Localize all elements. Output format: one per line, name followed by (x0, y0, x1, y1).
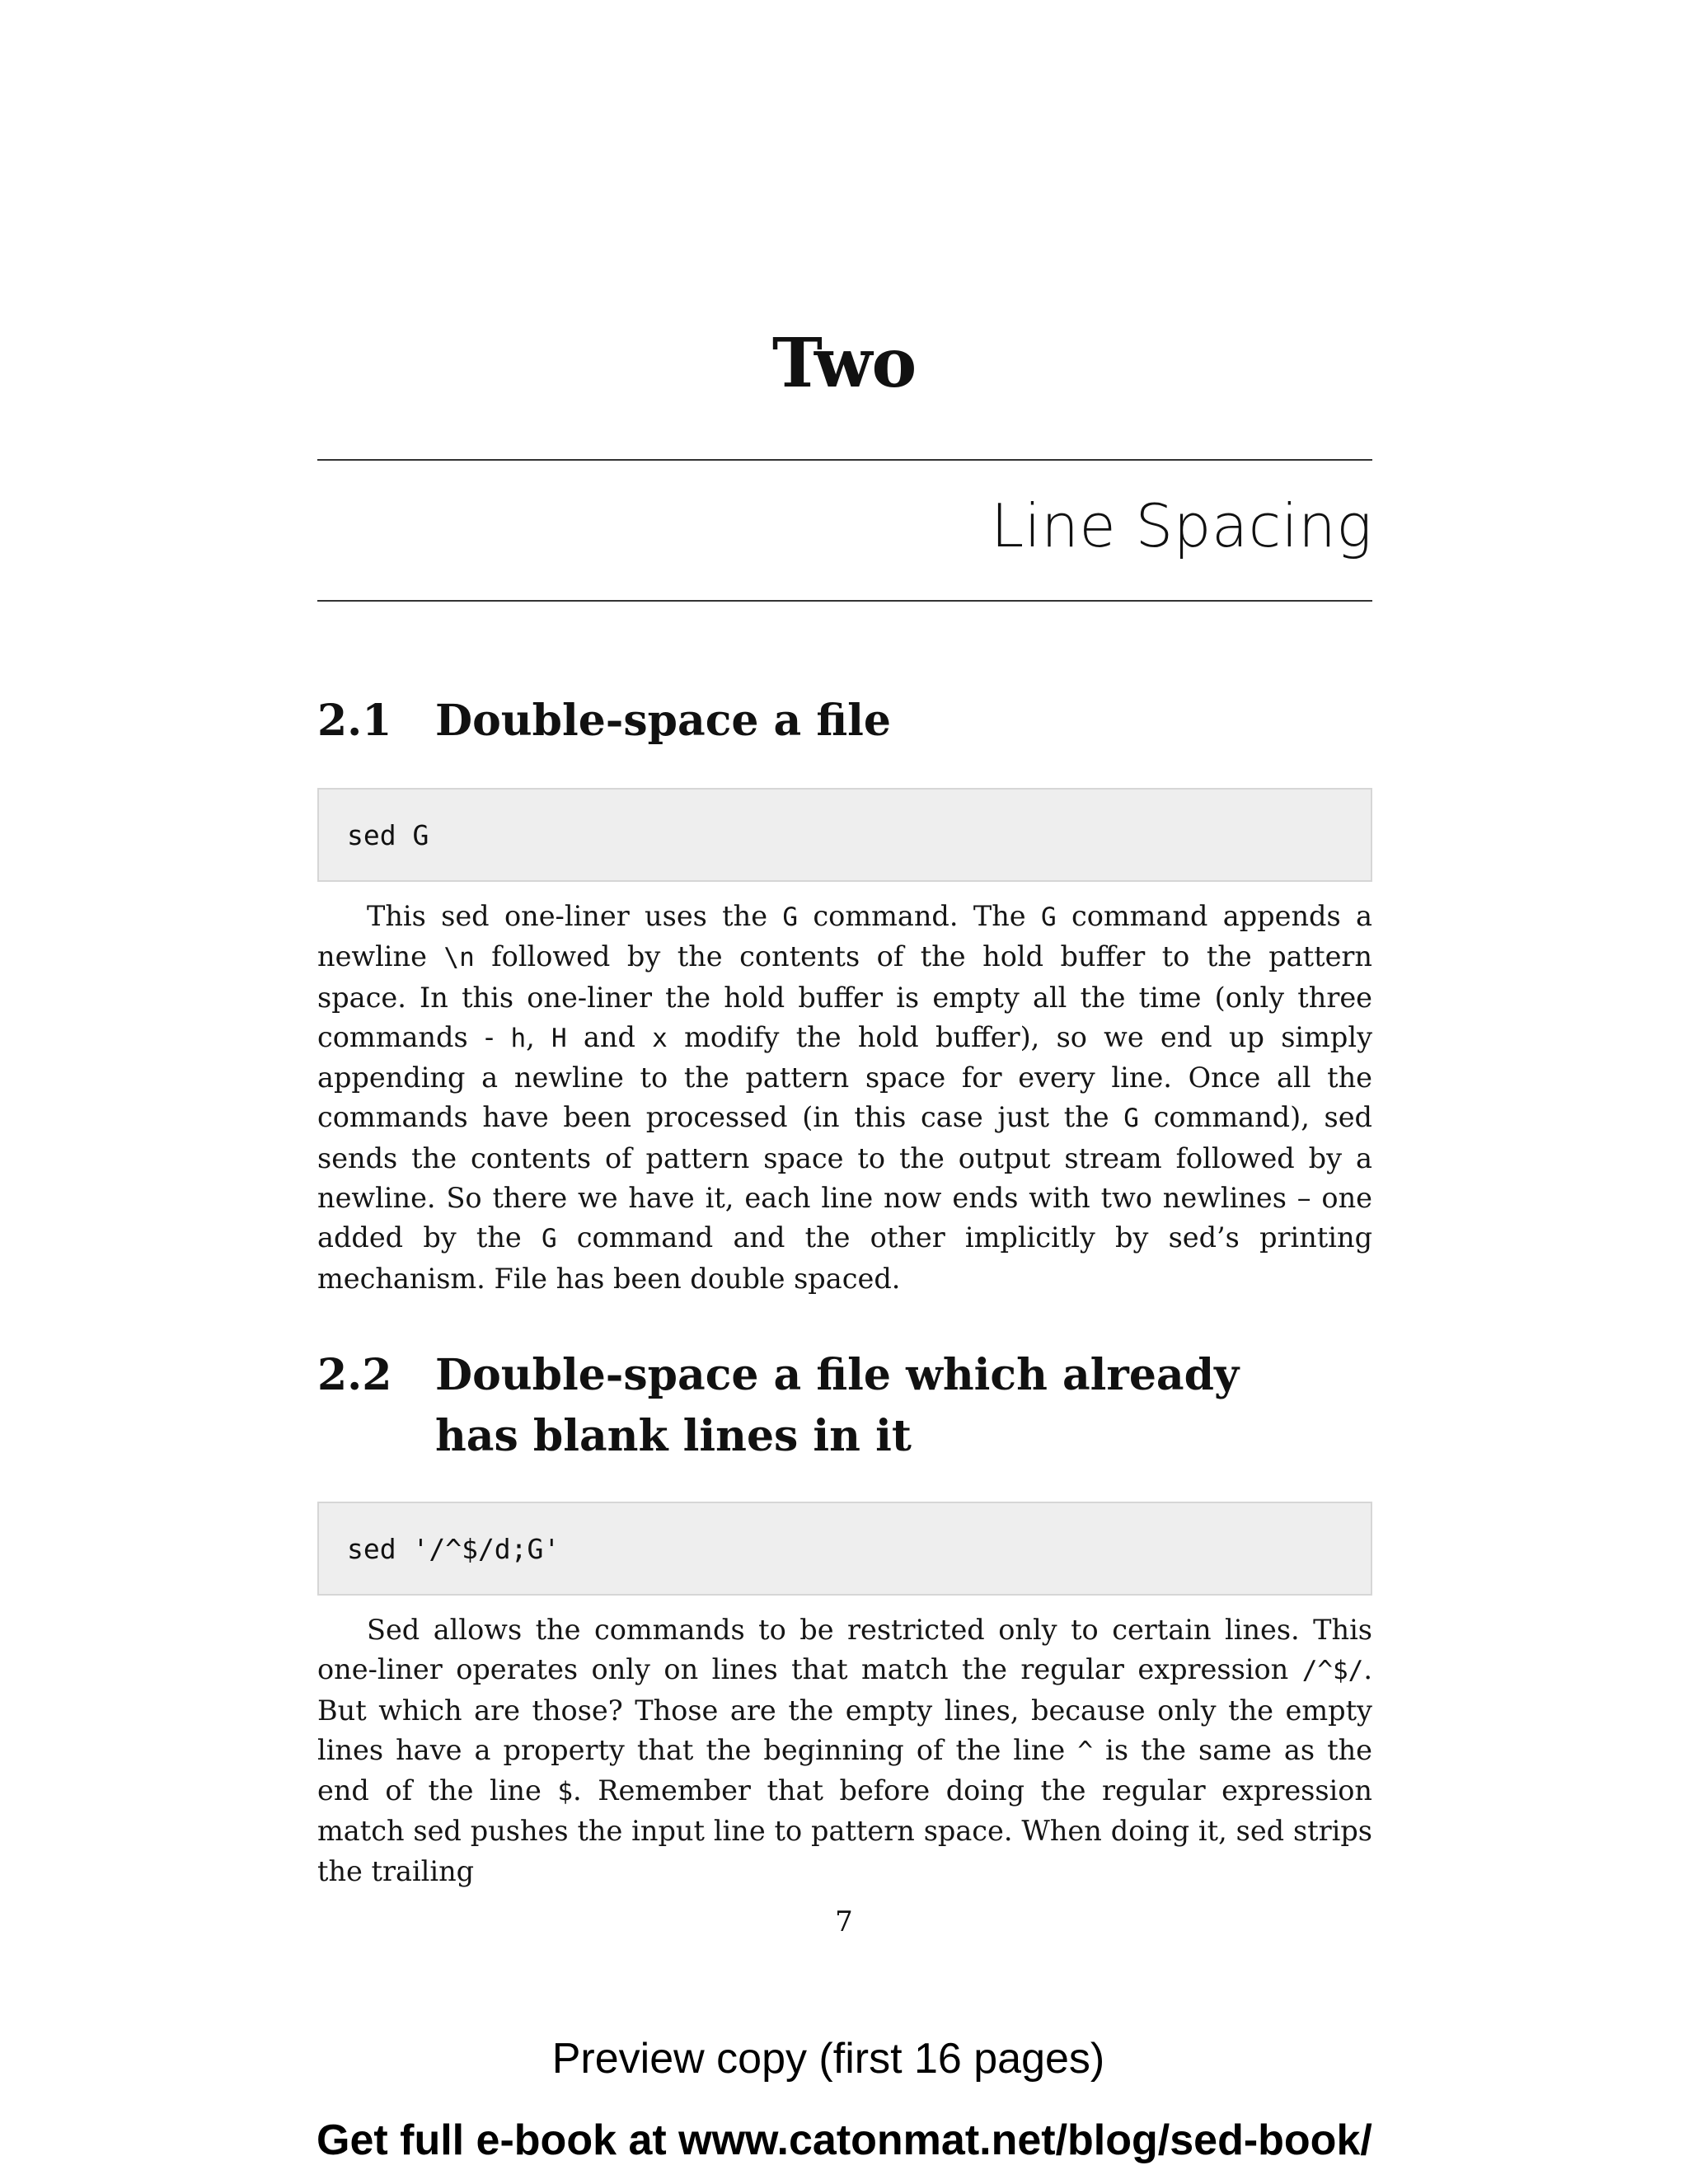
code-block (317, 1502, 1372, 1596)
inline-code: G (1040, 902, 1057, 932)
section-title: Double-space a file which already has blank lines in it (435, 1350, 1240, 1461)
section-number: 2.2 (317, 1350, 392, 1400)
page-number: 7 (835, 1905, 853, 1938)
section-title: Double-space a file (435, 696, 891, 746)
section-heading-2-2 (317, 1345, 1372, 1467)
chapter-number: Two (771, 324, 917, 403)
inline-code: G (541, 1224, 557, 1254)
code-text: sed G (347, 818, 429, 851)
ebook-link[interactable]: Get full e-book at www.catonmat.net/blog/sed-book/ (316, 2116, 1372, 2164)
section-heading-2-1 (317, 691, 1372, 752)
inline-code: G (782, 902, 799, 932)
inline-code: ^ (1077, 1736, 1094, 1766)
inline-code: H (551, 1023, 567, 1053)
inline-code: \n (443, 943, 475, 973)
preview-notice: Preview copy (first 16 pages) (551, 2035, 1105, 2083)
section-paragraph: Sed allows the commands to be restricted only to certain lines. This one-liner operates only on lines that match the regular expression /^$/. But which are those? Those are the empty lines, because only the empty lines have a property that the beginning of the line ^ is the same as the end of the line $. Remember that before doing the regular expression match sed pushes the input line to pattern space. When doing it, sed strips the trailing (317, 1614, 1373, 1887)
inline-code: $ (557, 1777, 574, 1807)
chapter-title: Line Spacing (991, 491, 1372, 560)
code-block (317, 788, 1372, 882)
inline-code: h (510, 1023, 527, 1053)
chapter-rule-bottom (317, 600, 1372, 602)
code-text: sed '/^$/d;G' (347, 1532, 560, 1565)
inline-code: /^$/ (1301, 1656, 1364, 1686)
inline-code: G (1123, 1104, 1139, 1134)
chapter-rule-top (317, 459, 1372, 461)
inline-code: x (652, 1023, 668, 1053)
section-paragraph: This sed one-liner uses the G command. The G command appends a newline \n followed by the contents of the hold buffer to the pattern space. In this one-liner the hold buffer is empty all the time (only three commands - h, H and x modify the hold buffer), so we end up simply appending a newline to the pattern space for every line. Once all the commands have been processed (in this case just the G command), sed sends the contents of pattern space to the output stream followed by a newline. So there we have it, each line now ends with two newlines – one added by the G command and the other implicitly by sed’s printing mechanism. File has been double spaced. (317, 900, 1373, 1295)
section-number: 2.1 (317, 696, 392, 746)
